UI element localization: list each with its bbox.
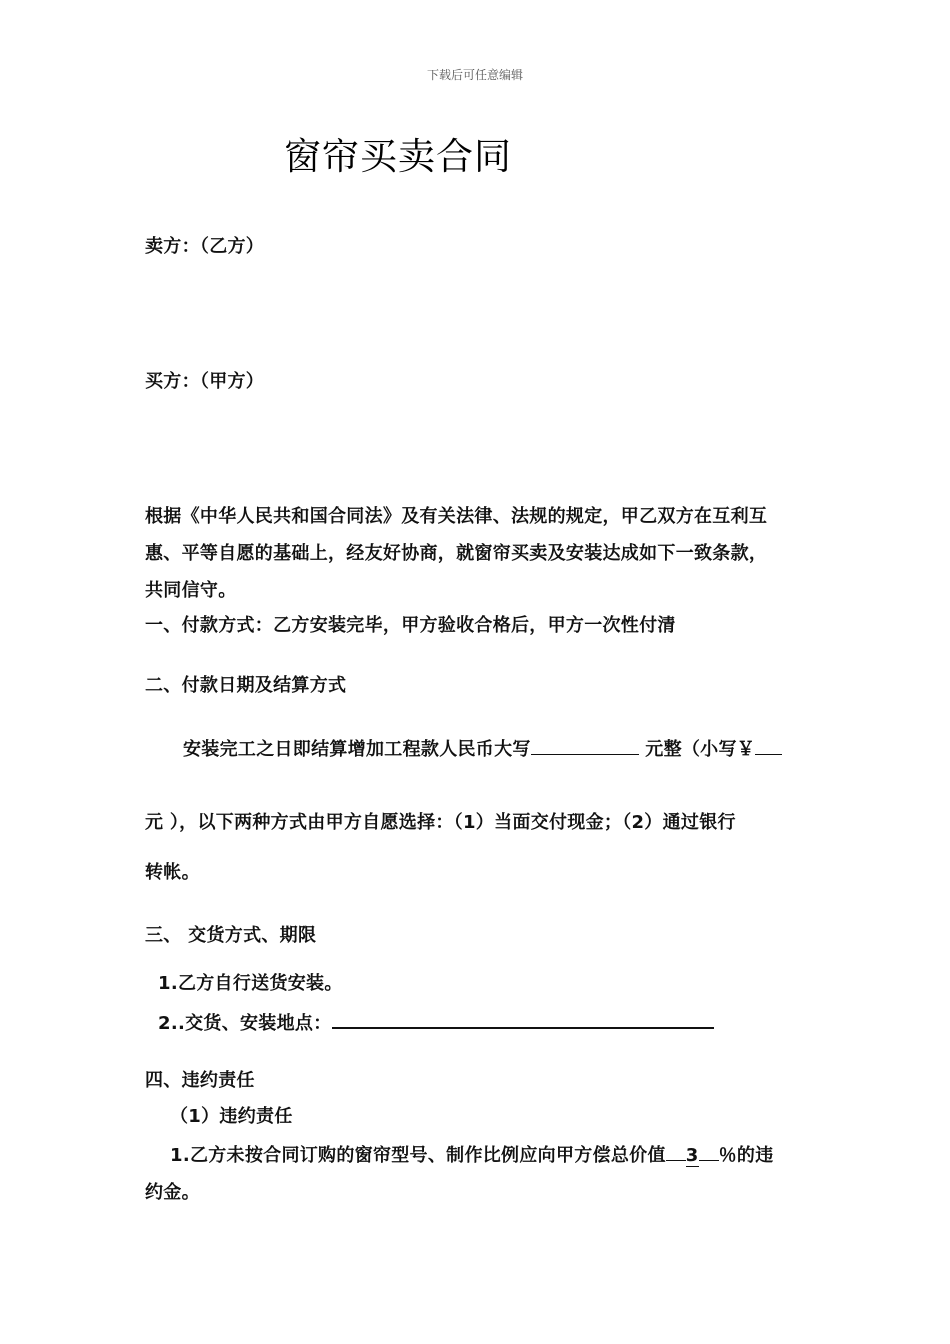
- delivery-location-blank: [332, 1007, 714, 1029]
- penalty-text-before: 1.乙方未按合同订购的窗帘型号、制作比例应向甲方偿总价值: [170, 1145, 666, 1166]
- clause-2-payment-options: 元 ），以下两种方式由甲方自愿选择：（1）当面交付现金；（2）通过银行: [145, 812, 736, 833]
- preamble-line-2: 惠、平等自愿的基础上，经友好协商，就窗帘买卖及安装达成如下一致条款，: [145, 543, 768, 564]
- penalty-text-after: ％的违: [718, 1145, 774, 1166]
- clause-2-amount-line: [183, 734, 782, 761]
- clause-4-subheading: （1）违约责任: [170, 1106, 293, 1127]
- clause-2-transfer: 转帐。: [145, 862, 200, 883]
- seller-line: 卖方：（乙方）: [145, 236, 265, 257]
- clause-4-item-1: [170, 1140, 774, 1167]
- delivery-location-label: 2..交货、安装地点：: [158, 1013, 332, 1034]
- clause-1-payment-method: 一、付款方式：乙方安装完毕，甲方验收合格后，甲方一次性付清: [145, 615, 676, 636]
- preamble-line-1: 根据《中华人民共和国合同法》及有关法律、法规的规定，甲乙双方在互利互: [145, 506, 768, 527]
- clause-4-heading: 四、违约责任: [145, 1070, 255, 1091]
- clause-3-item-1: 1.乙方自行送货安装。: [158, 973, 343, 994]
- clause-3-heading: 三、 交货方式、期限: [145, 925, 317, 946]
- penalty-blank-left: [666, 1140, 686, 1161]
- buyer-line: 买方：（甲方）: [145, 371, 265, 392]
- clause-2-heading: 二、付款日期及结算方式: [145, 675, 347, 696]
- amount-words-blank: [531, 734, 639, 755]
- amount-text-before: 安装完工之日即结算增加工程款人民币大写: [183, 739, 531, 760]
- penalty-blank-right: [699, 1140, 719, 1161]
- amount-text-mid: 元整（小写￥: [645, 739, 756, 760]
- preamble-line-3: 共同信守。: [145, 580, 237, 601]
- download-watermark: 下载后可任意编辑: [426, 68, 523, 82]
- penalty-percent-value: 3: [685, 1145, 699, 1166]
- clause-4-item-1-continued: 约金。: [145, 1182, 200, 1203]
- amount-figure-blank: [755, 734, 782, 755]
- document-title: 窗帘买卖合同: [284, 135, 512, 178]
- clause-3-item-2: [158, 1007, 714, 1035]
